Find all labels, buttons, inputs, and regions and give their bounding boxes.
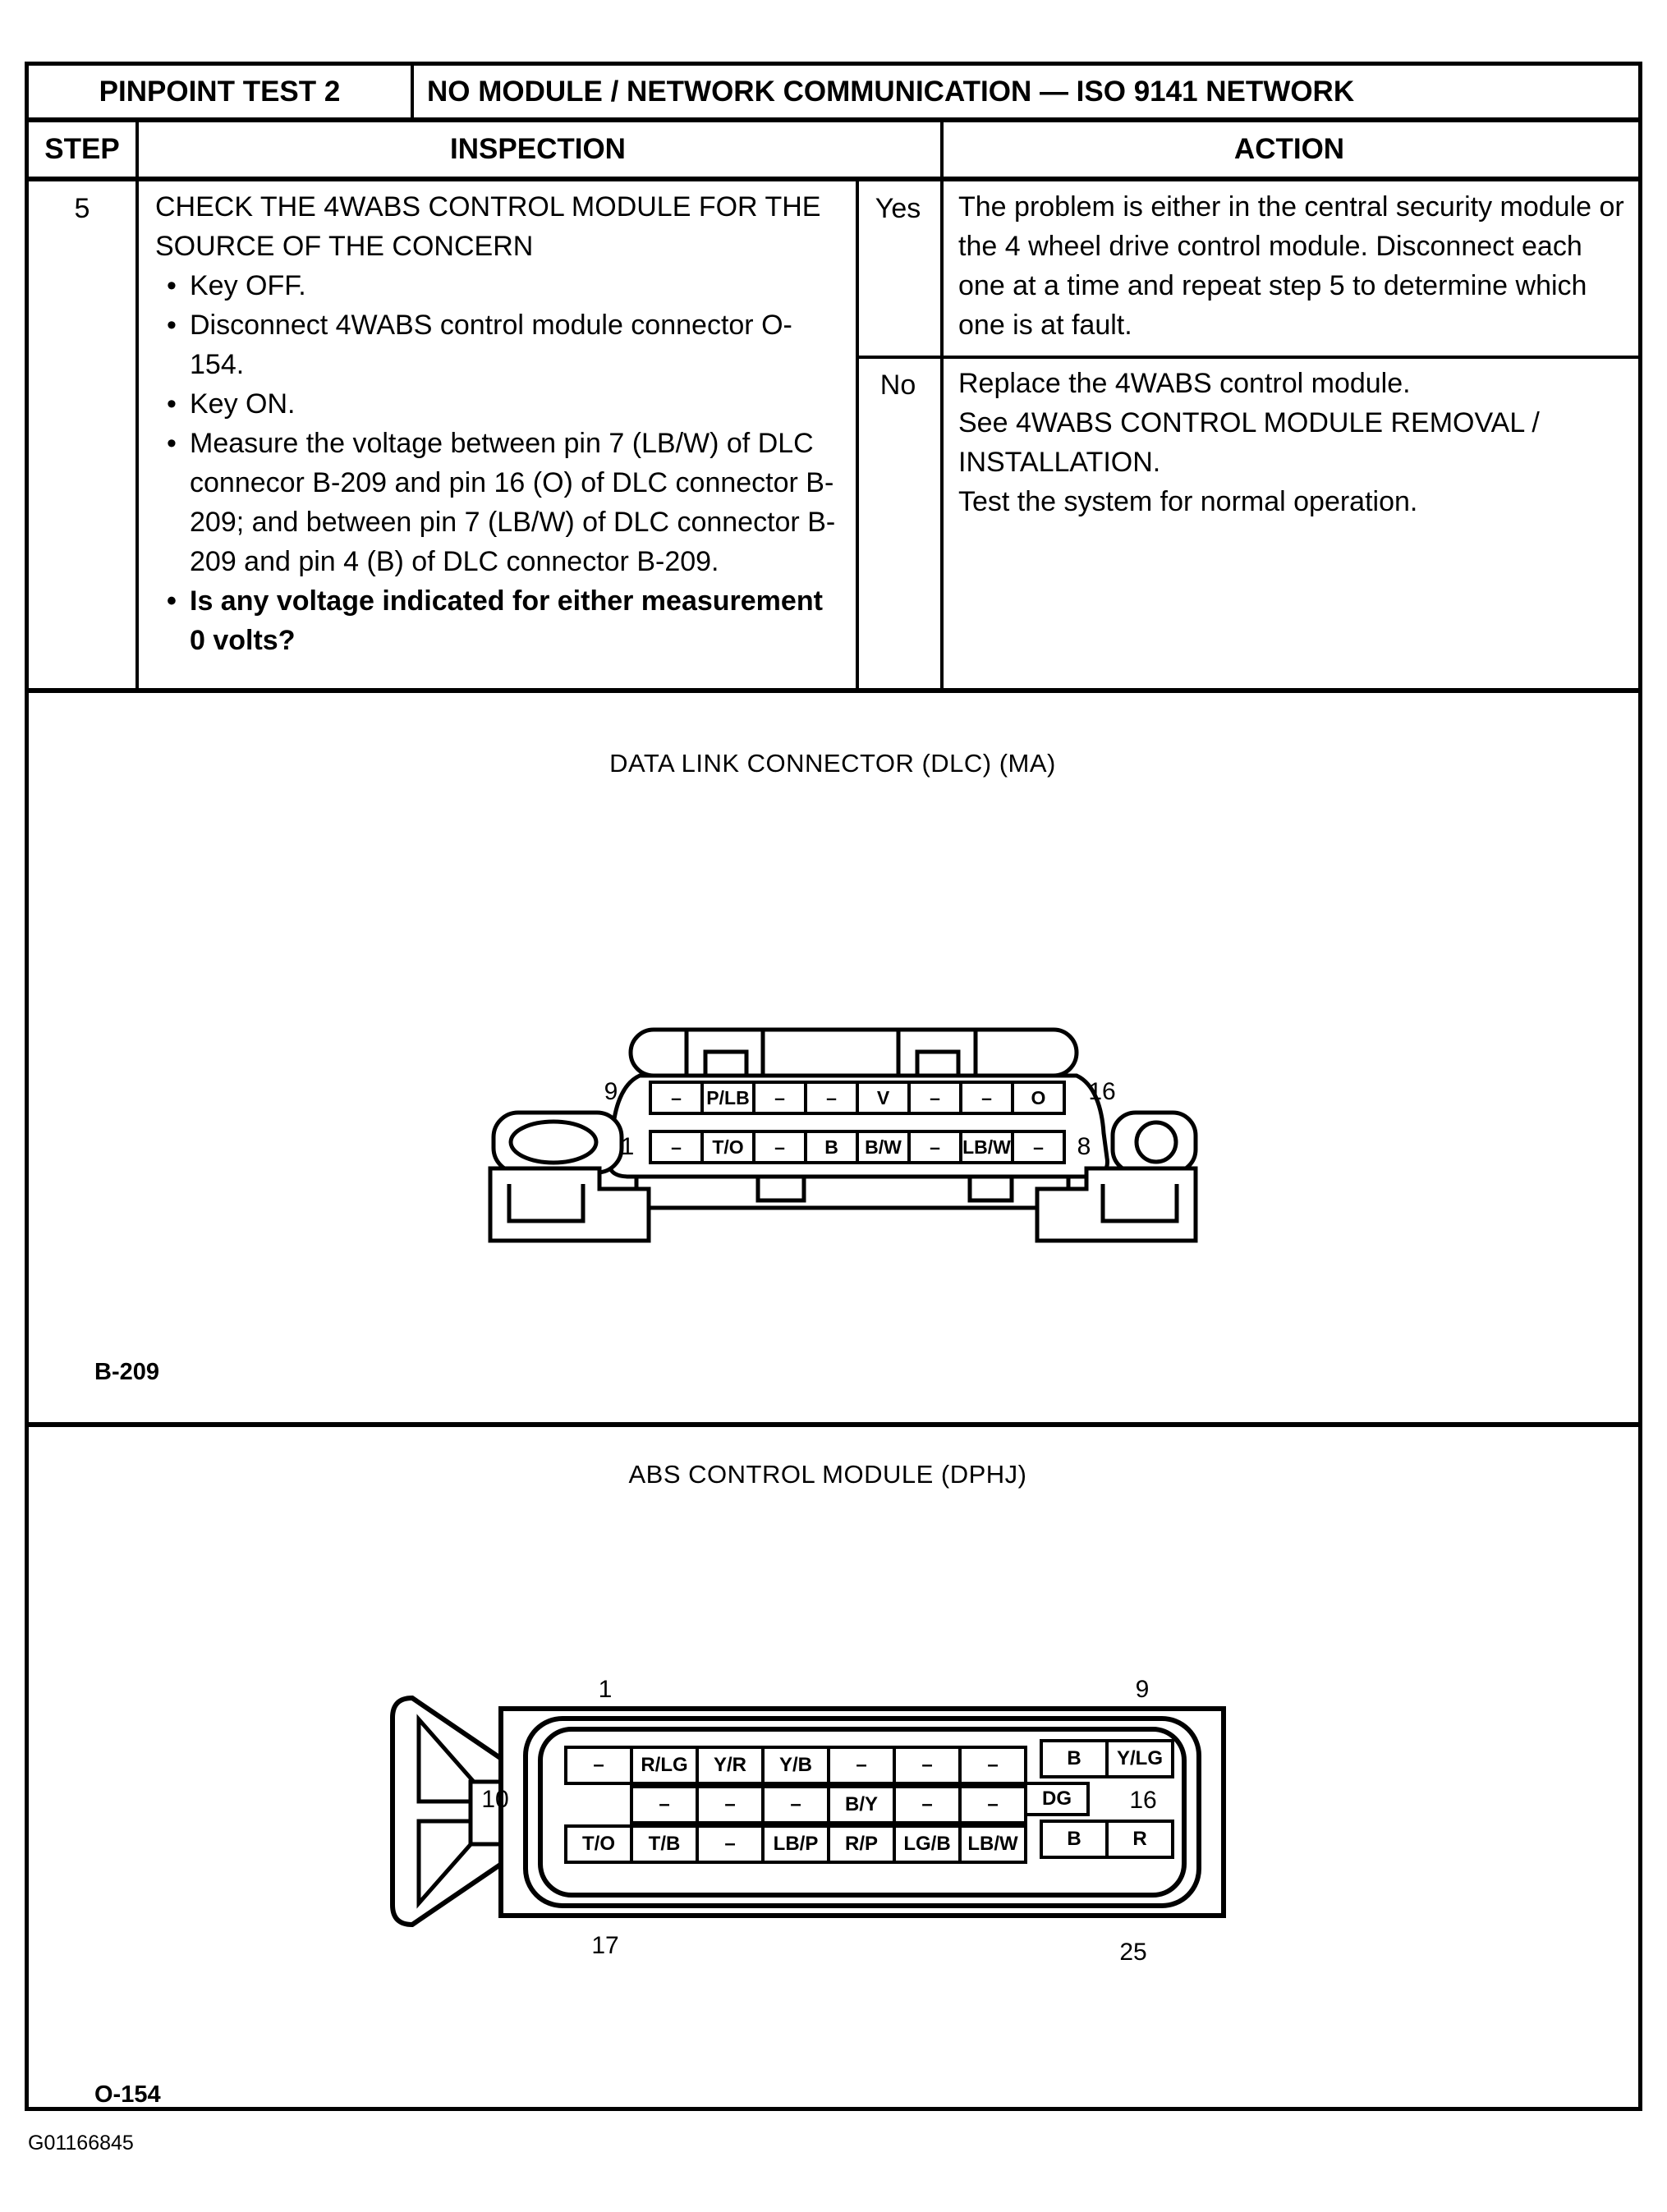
dlc-pin16-label: 16 [1088,1078,1116,1105]
pin-cell: O [1011,1081,1066,1115]
action-line: Test the system for normal operation. [958,486,1418,517]
abs-connector-id: O-154 [94,2081,161,2108]
cell-divider [135,177,139,688]
pin-cell: – [827,1746,896,1785]
inspection-bullets [155,266,841,660]
pin-cell: – [761,1785,830,1824]
pin-cell: – [893,1785,962,1824]
bullet-text: Key ON. [190,388,296,420]
bullet-text: Key OFF. [190,270,306,301]
dlc-pin-row-top [649,1081,1066,1115]
pin-cell: B [804,1130,859,1164]
bullet-text: Disconnect 4WABS control module connector O-154. [190,310,792,380]
inspection-heading: CHECK THE 4WABS CONTROL MODULE FOR THE SOURCE OF THE CONCERN [155,191,821,262]
row-divider [29,177,1638,181]
dlc-top-cap [631,1030,1077,1076]
dlc-pin8-label: 8 [1077,1133,1091,1160]
inspection-bullet [155,581,841,660]
abs-pin-row1 [564,1746,1027,1785]
pin-cell: LG/B [893,1824,962,1864]
pinpoint-test-label [29,66,411,117]
abs-pin10-label: 10 [481,1786,509,1813]
inspection-header-text: INSPECTION [450,133,626,165]
pin-cell: – [630,1785,699,1824]
pin-cell: T/O [564,1824,633,1864]
cell-divider [940,177,944,688]
pin-cell: – [1011,1130,1066,1164]
figure-id: G01166845 [28,2132,134,2155]
dlc-connector-id: B-209 [94,1359,159,1385]
pin-cell: – [649,1081,704,1115]
pin-cell: B [1040,1739,1109,1778]
column-header-inspection [139,122,937,177]
pin-cell: R/LG [630,1746,699,1785]
bullet-icon: • [167,310,177,341]
figure-divider [29,1422,1638,1427]
bullet-icon: • [167,428,177,459]
step-header-text: STEP [44,133,120,165]
pin-cell: Y/LG [1105,1739,1174,1778]
pin-cell: – [696,1824,765,1864]
pin-cell: – [564,1746,633,1785]
answer-no-cell [856,365,940,405]
pin-cell: – [804,1081,859,1115]
abs-pin-row3 [564,1824,1027,1864]
inspection-bullet [155,424,841,581]
pin-cell: – [696,1785,765,1824]
abs-pin9-label: 9 [1135,1676,1150,1703]
inspection-bullet [155,305,841,384]
bullet-text: Is any voltage indicated for either measurement 0 volts? [190,585,823,656]
pin-cell: R [1105,1820,1174,1859]
step-number-cell [29,189,135,228]
test-title [414,66,1638,117]
abs-pin-row3-right [1040,1820,1174,1859]
bullet-icon: • [167,585,177,617]
dlc-pin-row-bottom [649,1130,1066,1164]
header-divider [411,66,414,117]
pinpoint-test-text: PINPOINT TEST 2 [99,75,341,108]
pin-cell: LB/P [761,1824,830,1864]
answer-no: No [879,369,916,401]
action-no-cell [958,364,1625,521]
abs-pin-row2-right [1024,1782,1090,1816]
pin-cell: – [649,1130,704,1164]
action-yes-cell [958,187,1625,345]
pin-cell: T/B [630,1824,699,1864]
inspection-bullet [155,384,841,424]
pin-cell: LB/W [959,1130,1014,1164]
pin-cell: – [752,1130,807,1164]
pin-cell: B/Y [827,1785,896,1824]
inspection-cell [155,187,841,660]
pin-cell: – [893,1746,962,1785]
dlc-pin1-label: 1 [620,1133,635,1160]
pin-cell: DG [1024,1782,1090,1816]
pin-cell: Y/R [696,1746,765,1785]
pin-cell: P/LB [700,1081,755,1115]
abs-pin17-label: 17 [591,1932,619,1959]
table-bottom-divider [29,688,1638,693]
test-title-text: NO MODULE / NETWORK COMMUNICATION — ISO 9141 NETWORK [427,75,1355,108]
dlc-pin9-label: 9 [604,1078,618,1105]
cell-divider [856,177,859,688]
step-number: 5 [74,193,90,224]
column-header-step [29,122,135,177]
bullet-text: Measure the voltage between pin 7 (LB/W) of DLC connecor B-209 and pin 16 (O) of DLC connector B-209; and between pin 7 (LB/W) of DLC connector B-209 and pin 4 (B) of DLC connector B-209. [190,428,836,577]
pin-cell: – [907,1130,962,1164]
abs-figure-title: ABS CONTROL MODULE (DPHJ) [628,1460,1027,1489]
answer-yes-cell [856,189,940,228]
inspection-bullet [155,266,841,305]
action-line: The problem is either in the central security module or the 4 wheel drive control module. Disconnect each one at a time and repeat step 5 to determine which one is at fault. [958,191,1624,341]
pin-cell: – [959,1081,1014,1115]
dlc-left-ear-hole [511,1122,596,1163]
pin-cell: R/P [827,1824,896,1864]
pin-cell: B [1040,1820,1109,1859]
column-divider [940,122,944,177]
abs-pin16-label: 16 [1129,1787,1157,1814]
abs-pin-row2 [630,1785,1027,1824]
dlc-figure-title: DATA LINK CONNECTOR (DLC) (MA) [609,749,1056,778]
dlc-left-foot [490,1168,649,1241]
pin-cell: – [907,1081,962,1115]
abs-pin-row1-right [1040,1739,1174,1778]
answer-yes: Yes [875,193,921,224]
column-divider [135,122,139,177]
action-line: See 4WABS CONTROL MODULE REMOVAL / INSTALLATION. [958,407,1540,478]
yes-no-divider [856,356,1638,359]
pin-cell: – [958,1746,1027,1785]
column-header-action [940,122,1638,177]
dlc-right-ear-hole [1137,1122,1176,1162]
pin-cell: – [958,1785,1027,1824]
pin-cell: Y/B [761,1746,830,1785]
pin-cell: LB/W [958,1824,1027,1864]
pin-cell: – [752,1081,807,1115]
dlc-bottom-flange [636,1177,1068,1208]
abs-pin1-label: 1 [598,1676,613,1703]
bullet-icon: • [167,270,177,301]
abs-pin25-label: 25 [1119,1939,1147,1966]
pin-cell: B/W [856,1130,911,1164]
pin-cell: T/O [700,1130,755,1164]
pin-cell: V [856,1081,911,1115]
action-header-text: ACTION [1233,133,1345,165]
bullet-icon: • [167,388,177,420]
action-line: Replace the 4WABS control module. [958,368,1411,399]
